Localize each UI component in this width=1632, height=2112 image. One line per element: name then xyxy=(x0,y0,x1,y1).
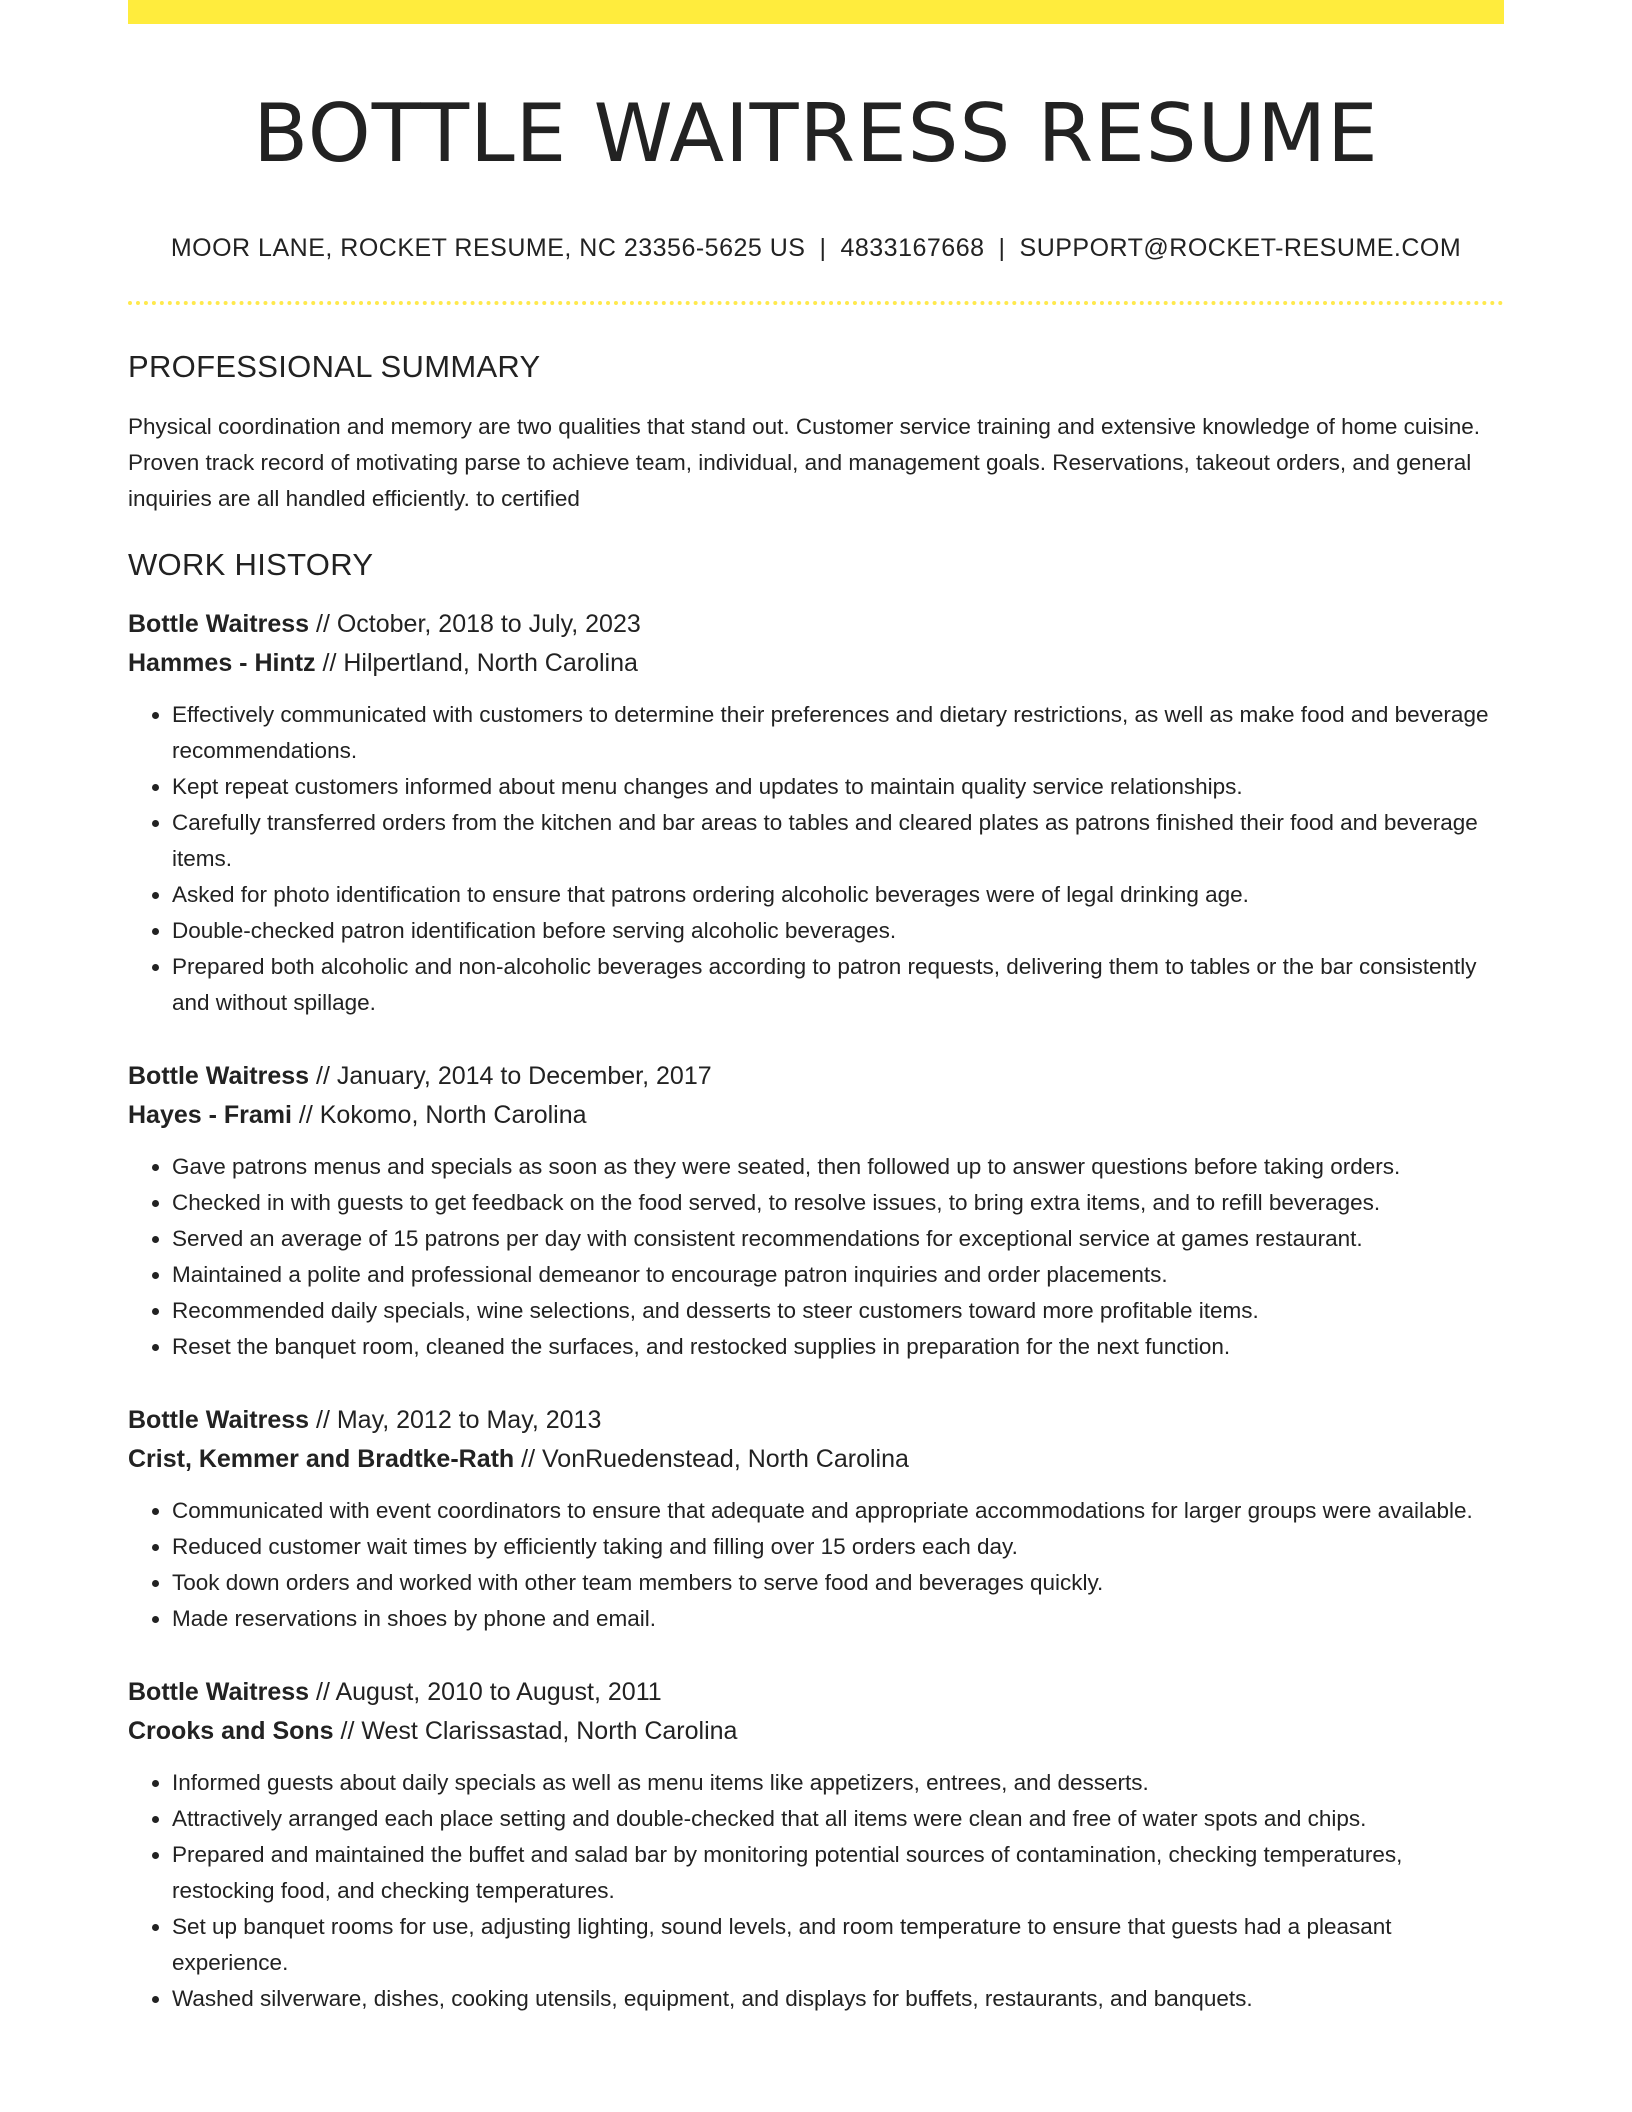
duty-item: • Made reservations in shoes by phone and email. xyxy=(172,1601,1504,1637)
job-entry xyxy=(128,1057,1504,1365)
job-location: // Hilpertland, North Carolina xyxy=(315,649,638,677)
job-dates: // May, 2012 to May, 2013 xyxy=(309,1406,602,1434)
contact-separator: | xyxy=(998,234,1006,262)
duty-item: • Attractively arranged each place setting and double-checked that all items were clean and free of water spots and chips. xyxy=(172,1801,1504,1837)
job-location: // West Clarissastad, North Carolina xyxy=(333,1717,738,1745)
duty-item: • Reduced customer wait times by efficiently taking and filling over 15 orders each day. xyxy=(172,1529,1504,1565)
job-entry xyxy=(128,605,1504,1021)
contact-phone: 4833167668 xyxy=(840,234,985,262)
job-title: Bottle Waitress xyxy=(128,1062,310,1090)
summary-heading: PROFESSIONAL SUMMARY xyxy=(128,349,541,384)
job-title: Bottle Waitress xyxy=(128,610,310,638)
job-company: Crist, Kemmer and Bradtke-Rath xyxy=(128,1445,515,1473)
job-entry xyxy=(128,1673,1504,2017)
job-company-line xyxy=(128,1440,1504,1479)
duty-item: • Recommended daily specials, wine selections, and desserts to steer customers toward more profitable items. xyxy=(172,1293,1504,1329)
duty-item: • Washed silverware, dishes, cooking utensils, equipment, and displays for buffets, restaurants, and banquets. xyxy=(172,1981,1504,2017)
job-location: // VonRuedenstead, North Carolina xyxy=(514,1445,909,1473)
duty-list xyxy=(128,697,1504,1021)
job-company: Crooks and Sons xyxy=(128,1717,334,1745)
duty-item: • Double-checked patron identification before serving alcoholic beverages. xyxy=(172,913,1504,949)
duty-list xyxy=(128,1765,1504,2017)
duty-item: • Prepared both alcoholic and non-alcoholic beverages according to patron requests, delivering them to tables or the bar consistently and without spillage. xyxy=(172,949,1504,1021)
job-dates: // August, 2010 to August, 2011 xyxy=(309,1678,662,1706)
duty-item: • Informed guests about daily specials as well as menu items like appetizers, entrees, and desserts. xyxy=(172,1765,1504,1801)
duty-item: • Checked in with guests to get feedback on the food served, to resolve issues, to bring extra items, and to refill beverages. xyxy=(172,1185,1504,1221)
resume-title: BOTTLE WAITRESS RESUME xyxy=(253,87,1379,180)
duty-item: • Kept repeat customers informed about menu changes and updates to maintain quality service relationships. xyxy=(172,769,1504,805)
dotted-divider xyxy=(128,301,1504,305)
job-dates: // January, 2014 to December, 2017 xyxy=(309,1062,712,1090)
duty-item: • Effectively communicated with customers to determine their preferences and dietary restrictions, as well as make food and beverage recommendations. xyxy=(172,697,1504,769)
job-title: Bottle Waitress xyxy=(128,1678,310,1706)
duty-item: • Set up banquet rooms for use, adjusting lighting, sound levels, and room temperature to ensure that guests had a pleasant experience. xyxy=(172,1909,1504,1981)
job-company-line xyxy=(128,1096,1504,1135)
duty-item: • Served an average of 15 patrons per day with consistent recommendations for exceptional service at games restaurant. xyxy=(172,1221,1504,1257)
job-company: Hammes - Hintz xyxy=(128,649,316,677)
duty-item: • Took down orders and worked with other team members to serve food and beverages quickly. xyxy=(172,1565,1504,1601)
contact-email: SUPPORT@ROCKET-RESUME.COM xyxy=(1019,234,1462,262)
summary-text: Physical coordination and memory are two qualities that stand out. Customer service training and extensive knowledge of home cuisine. Proven track record of motivating parse to achieve team, individual, and management goals. Reservations, takeout orders, and general inquiries are all handled efficiently. to certified xyxy=(128,414,1480,511)
duty-item: • Maintained a polite and professional demeanor to encourage patron inquiries and order placements. xyxy=(172,1257,1504,1293)
job-company-line xyxy=(128,1712,1504,1751)
top-accent-bar xyxy=(128,0,1504,24)
duty-item: • Gave patrons menus and specials as soon as they were seated, then followed up to answer questions before taking orders. xyxy=(172,1149,1504,1185)
resume-page xyxy=(128,0,1504,2017)
job-company: Hayes - Frami xyxy=(128,1101,292,1129)
work-history-heading: WORK HISTORY xyxy=(128,547,374,582)
job-title-line xyxy=(128,1401,1504,1440)
duty-item: • Prepared and maintained the buffet and salad bar by monitoring potential sources of contamination, checking temperatures, restocking food, and checking temperatures. xyxy=(172,1837,1504,1909)
duty-item: • Reset the banquet room, cleaned the surfaces, and restocked supplies in preparation for the next function. xyxy=(172,1329,1504,1365)
duty-list xyxy=(128,1149,1504,1365)
duty-item: • Asked for photo identification to ensure that patrons ordering alcoholic beverages were of legal drinking age. xyxy=(172,877,1504,913)
job-title-line xyxy=(128,605,1504,644)
duty-list xyxy=(128,1493,1504,1637)
job-title-line xyxy=(128,1057,1504,1096)
duty-item: • Carefully transferred orders from the kitchen and bar areas to tables and cleared plates as patrons finished their food and beverage items. xyxy=(172,805,1504,877)
job-location: // Kokomo, North Carolina xyxy=(291,1101,587,1129)
duty-item: • Communicated with event coordinators to ensure that adequate and appropriate accommodations for larger groups were available. xyxy=(172,1493,1504,1529)
job-title-line xyxy=(128,1673,1504,1712)
job-company-line xyxy=(128,644,1504,683)
contact-separator: | xyxy=(819,234,827,262)
job-title: Bottle Waitress xyxy=(128,1406,310,1434)
contact-address: MOOR LANE, ROCKET RESUME, NC 23356-5625 US xyxy=(170,234,806,262)
job-dates: // October, 2018 to July, 2023 xyxy=(309,610,641,638)
job-entry xyxy=(128,1401,1504,1637)
contact-line xyxy=(128,234,1504,263)
